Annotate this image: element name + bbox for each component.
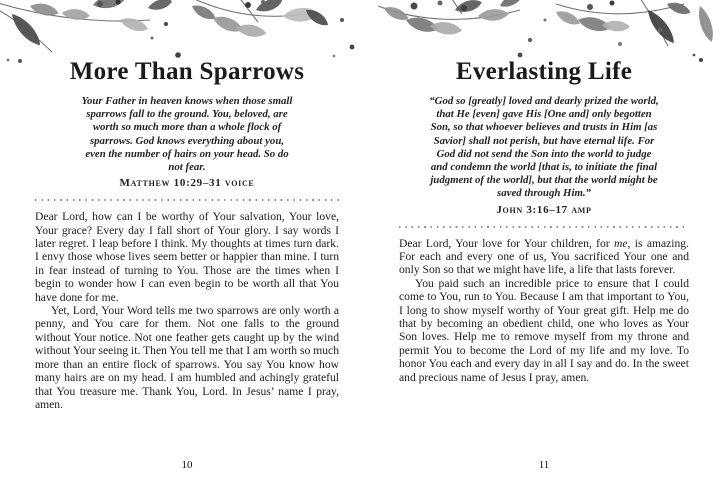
- left-prayer-paragraph-1: Dear Lord, how can I be worthy of Your salvation, Your love, Your grace? Every day I fall short of Your glory. I say words I later regret. I leap before I think. My thoughts at times turn dark. I envy those whose lives seem better or happier than mine. I turn in fear instead of turning to You. Those are the times when I begin to wonder how I can even begin to be worth all that You have done for me.: [35, 210, 339, 304]
- right-scripture-quote: “God so [greatly] loved and dearly prized the world, that He [even] gave His [One and] only begotten Son, so that whoever believes and trusts in Him [as Savior] shall not perish, but have eternal life. For God did not send the Son into the world to judge and condemn the world [that is, to initiate the final judgment of the world], but that the world might be saved through Him.”: [429, 95, 659, 200]
- left-page-number: 10: [181, 459, 193, 471]
- right-prayer-p1-after: , is amazing. For each and every one of us, You sacrificed Your one and only Son so that we might have life, a life that lasts forever.: [399, 236, 689, 277]
- left-page: [35, 57, 339, 411]
- left-prayer-text: [35, 210, 339, 411]
- right-dotted-divider: [399, 226, 689, 228]
- right-prayer-p1-emphasis: me: [613, 236, 628, 250]
- left-dotted-divider: [35, 199, 339, 201]
- right-prayer-p1-before: Dear Lord, Your love for Your children, for: [399, 236, 614, 250]
- left-prayer-paragraph-2: Yet, Lord, Your Word tells me two sparrows are only worth a penny, and You care for them. Not one falls to the ground without Your notice. Not one feather gets caught up by the wind without Your seeing it. Then You tell me that I am worth so much more than an entire flock of sparrows. You say You know how many hairs are on my head. I am humbled and achingly grateful that You treasure me. Thank You, Lord. In Jesus’ name I pray, amen.: [35, 304, 339, 411]
- right-prayer-paragraph-2: You paid such an incredible price to ensure that I could come to You, run to You. Because I am that important to You, I long to show myself worthy of Your great gift. Help me do that by becoming an obedient child, one who loves as Your Son loves. Help me to remove myself from my throne and permit You to become the Lord of my life and my love. To honor You each and every day in all I say and do. In the sweet and precious name of Jesus I pray, amen.: [399, 276, 689, 384]
- right-page-number: 11: [538, 459, 550, 471]
- right-prayer-text: [399, 237, 689, 384]
- right-page: [399, 57, 689, 384]
- left-scripture-quote: Your Father in heaven knows when those small sparrows fall to the ground. You, beloved, are worth so much more than a whole flock of sparrows. God knows everything about you, even the number of hairs on your head. So do not fear.: [81, 95, 293, 174]
- right-prayer-paragraph-1: [399, 237, 689, 277]
- right-scripture-reference: John 3:16–17 amp: [496, 203, 592, 216]
- left-page-title: More Than Sparrows: [69, 58, 305, 85]
- right-page-title: Everlasting Life: [455, 58, 633, 85]
- left-scripture-reference: Matthew 10:29–31 voice: [119, 177, 255, 190]
